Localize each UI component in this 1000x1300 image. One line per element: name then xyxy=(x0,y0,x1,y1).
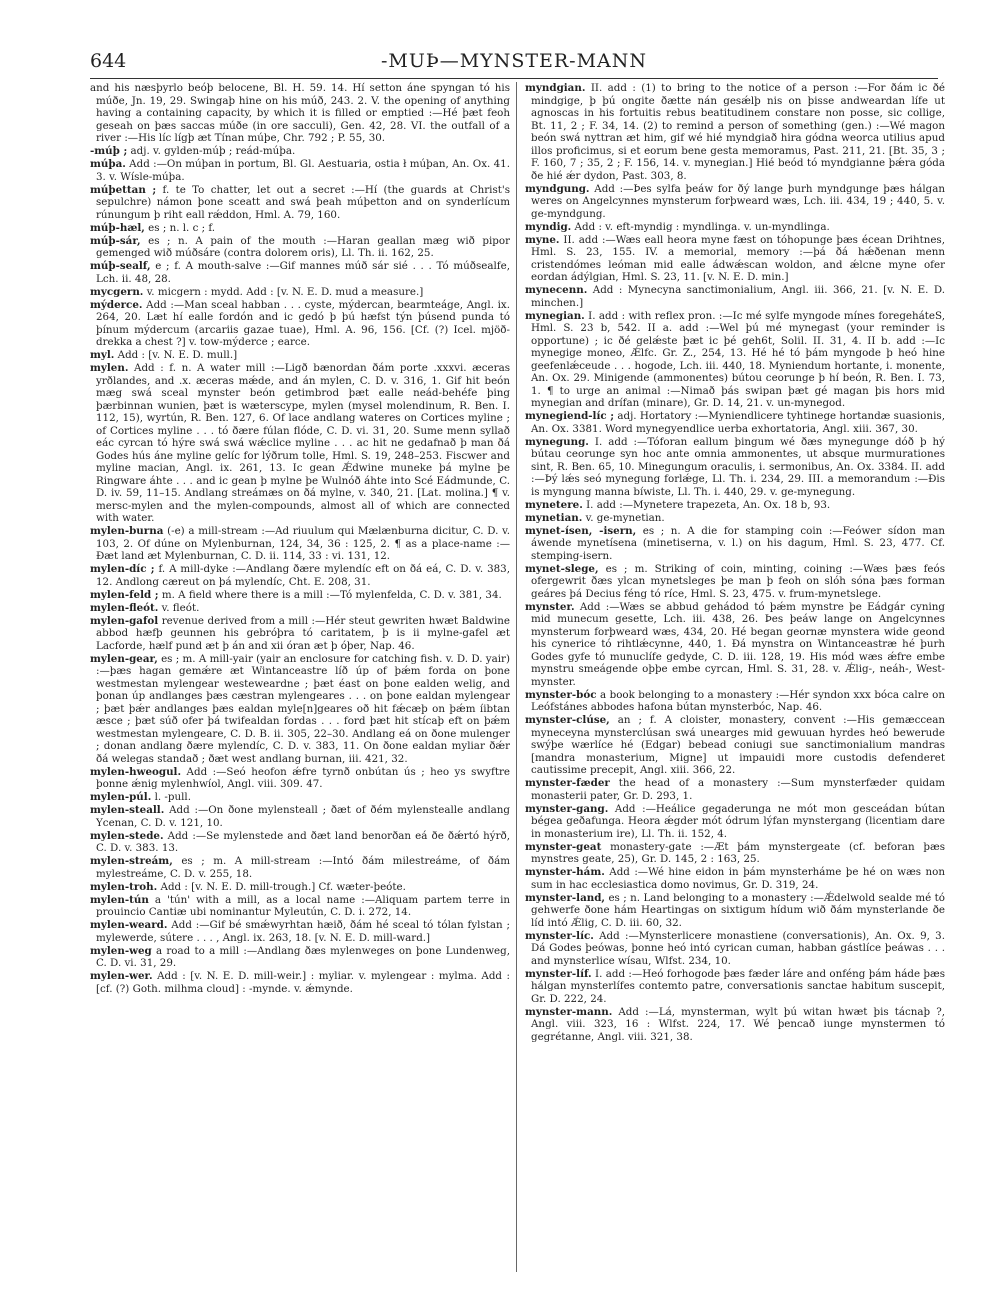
entry-headword: mynet-slege, xyxy=(525,562,599,575)
entry-headword: mynster-land, xyxy=(525,891,606,904)
entry-text: Add :—Seó heofon ǽfre tyrnð onbútan ús ; heo ys swyftre þonne ǽnig mylenhwíol, Angl. viii. 309. 47. xyxy=(96,765,510,790)
entry-text: Add :—On múþan in portum, Bl. Gl. Aestuaria, ostia ł múþan, An. Ox. 41. 3. v. Wísle-múþa. xyxy=(96,158,510,183)
dictionary-entry xyxy=(525,714,945,777)
entry-text: I. add :—Mynetere trapezeta, An. Ox. 18 b, 93. xyxy=(586,498,831,511)
entry-text: Add :—On ðone mylensteall ; ðæt of ðém mylenstealle andlang Ycenan, C. D. v. 121, 10. xyxy=(96,804,510,829)
entry-text: m. A field where there is a mill :—Tó mylenfelda, C. D. v. 381, 34. xyxy=(161,588,502,601)
entry-text: es ; m. A mill-yair (yair an enclosure for catching fish. v. D. D. yair) :—þæs hagan gemǽre æt Wintanceastre líð úp of þǽm forda on þone westmestan mylengear westeweardne ; þæt éast on þone ealden welig, and þonan úp andlanges þæs cæstran mylengeares . . . on þone ealdan mylengear ; þæt þǽr andlanges þæs ealdan myle[n]geares oð hit fǽcæþ on þǽm íibtan æsce ; þæt súð ofer þá twifealdan fordas . . . ford þæt hit stícaþ eft on þǽm westmestan mylengeare, C. D. B. ii. 305, 22–30. Andlang eá on ðone mulenger ; donan andlang ðære mylendíc, C. D. v. 383, 11. On ðone ealdan myliar ðǽr ðá welegas standað ; ðæt west andlang burnan, iii. 421, 32. xyxy=(96,652,510,765)
dictionary-entry xyxy=(90,222,510,235)
entry-headword: mynster-gang. xyxy=(525,802,609,815)
dictionary-entry xyxy=(525,1006,945,1044)
left-column xyxy=(90,82,510,1277)
dictionary-entry xyxy=(90,158,510,183)
dictionary-entry xyxy=(90,766,510,791)
entry-text: Add : [v. N. E. D. mull.] xyxy=(117,349,238,361)
entry-headword: mynecenn. xyxy=(525,284,588,296)
entry-text: and his næsþyrlo beóþ belocene, Bl. H. 59. 14. Hí setton áne spyngan tó his múðe, Jn. 19, 29. Swingaþ hine on his múð, 243. 2. V. the opening of anything having a containing capacity, by which it is filled or emptied :—Hé þæt feoh geseah on þæs saccas múðe (in ore sacculi), Gen. 42, 28. VI. the outfall of a river :—His líc lígþ æt Tínan múþe, Chr. 792 ; P. 55, 30. xyxy=(90,82,510,144)
entry-headword: mynegung. xyxy=(525,435,589,448)
entry-text: es ; n. A pain of the mouth :—Haran geallan mæg wið pipor gemenged wið múðsáre (contra dolorem oris), Ll. Th. ii. 162, 25. xyxy=(96,234,510,259)
entry-text: a road to a mill :—Andlang ðæs mylenweges on þone Lundenweg, C. D. vi. 31, 29. xyxy=(96,944,510,969)
entry-text: es ; m. Striking of coin, minting, coining :—Wæs þæs feós ofergewrit ðæs ylcan mynetsleges þe man þ feoh on slóh sóna þæs forman geáres þá Decius féng tó ríce, Hml. S. 23, 475. v. frum-mynetslege. xyxy=(531,562,945,600)
entry-text: adj. v. gylden-múþ ; reád-múþa. xyxy=(130,145,296,157)
entry-headword: mynster-fæder xyxy=(525,777,610,789)
entry-headword: mylen-troh. xyxy=(90,880,158,893)
entry-text: I. add :—Tóforan eallum þingum wé ðæs mynegunge dóð þ hý bútau ceorunge syn hoc ante omnia ammonentes, ut absque murmurationes sint, R. Ben. 65, 10. Minegungum oraculis, i. sermonibus, An. Ox. 3384. II. add :—Þý lǽs seó mynegung forlǽge, Ll. Th. i. 234, 29. III. a memorandum :—Ðis is myngung manna bíwiste, Ll. Th. i. 440, 29. v. ge-mynegung. xyxy=(531,435,945,498)
entry-headword: mýderce. xyxy=(90,298,143,311)
dictionary-entry xyxy=(525,866,945,891)
dictionary-entry xyxy=(525,82,945,182)
dictionary-entry xyxy=(525,892,945,930)
dictionary-entry xyxy=(90,563,510,588)
entry-headword: mynster-líc. xyxy=(525,929,594,942)
dictionary-entry xyxy=(525,221,945,234)
entry-text: (-e) a mill-stream :—Ad riuulum qui Mælænburna dicitur, C. D. v. 103, 2. Of dúne on Mylenburnan, 124, 34, 36 : 125, 2. ¶ as a place-name :—Ðæt land æt Mylenburnan, C. D. ii. 114, 33 : vi. 131, 12. xyxy=(96,525,510,562)
entry-text: e ; f. A mouth-salve :—Gif mannes múð sár sié . . . Tó múðsealfe, Lch. ii. 48, 28. xyxy=(96,260,510,285)
entry-headword: myne. xyxy=(525,233,560,246)
entry-headword: múþ-sár, xyxy=(90,234,141,247)
entry-text: revenue derived from a mill :—Hér steut gewriten hwæt Baldwine abbod hæfþ geunnen his gebróþra tó caritatem, þ is ii mylne-gafel æt Lacforde, hælf pund æt þ án and xii óran æt þ óþer, Nap. 46. xyxy=(96,614,510,652)
dictionary-entry xyxy=(90,653,510,766)
entry-headword: mynster-hám. xyxy=(525,866,605,878)
entry-text: Add :—Heálice gegaderunga ne mót mon gesceádan bútan bégea geðafunga. Heora ǽgder mót ódrum lýfan mynstergang (licentiam dare in monasterium ire), Ll. Th. ii. 152, 4. xyxy=(531,802,945,840)
entry-text: f. te To chatter, let out a secret :—Hí (the guards at Christ's sepulchre) námon þone sceatt and swá þeah múþetton and on synderlícum rúnungum þ riht eall rǽddon, Hml. A. 79, 160. xyxy=(96,183,510,221)
entry-text: Add :—Lá, mynsterman, wylt þú witan hwæt þis tácnaþ ?, Angl. viii. 323, 16 : Wlfst. 224, 17. Wé þencað iunge mynstermen tó gegrétanne, Angl. viii. 321, 38. xyxy=(531,1005,945,1043)
entry-text: es ; n. A die for stamping coin :—Feówer sídon man áwende mynetísena (minetiserna, v. l.) on his dagum, Hml. S. 23, 477. Cf. stemping-isern. xyxy=(531,524,945,562)
entry-headword: mylen-gafol xyxy=(90,614,159,627)
entry-text: Add :—Wæs se abbud gehádod tó þǽm mynstre þe Eádgár cyning mid munecum gesette, Lch. iii. 438, 26. Þes þeáw lange on Angelcynnes mynsterum forþweard wæs, 434, 20. Hé began geornæ mynstera wide geond his cynerice tó rihtlǽcynne, 440, 1. Ðá mynstra on Wintanceastræ hé þurh Godes gyfe tó munuclífe gedyde, C. D. iii. 128, 19. His mód wæs ǽfre embe mynstru smeágende oþþe embe cyrcan, Hml. S. 31, 28. v. Ǽlig-, neáh-, West-mynster. xyxy=(531,600,945,688)
entry-text: es ; n. l. c ; f. xyxy=(148,221,216,234)
entry-text: v. fleót. xyxy=(161,601,200,614)
dictionary-entry xyxy=(525,499,945,512)
entry-text: II. add : (1) to bring to the notice of a person :—For ðám ic ðé mindgige, þ þú ongite ðætte nán gesǽlþ nis on þisse andweardan lífe ut agnoscas in his fortuitis rebus beatitudinem constare non posse, sic collige, Bt. 11, 2 ; F. 34, 14. (2) to remind a person of something (gen.) :—Wé magon beón swá nyttran æt him, gif wé hié myndgiað hira gódna weorca utilius apud illos proficimus, si et eorum bene gesta memoramus, Past. 211, 21. [Bt. 35, 3 ; F. 160, 7 ; 35, 2 ; F. 156, 14. v. mynegian.] Hié beód tó myndgianne þǽra góda ðe hié ǽr dydon, Past. 303, 8. xyxy=(531,82,945,182)
entry-headword: mylen-díc ; xyxy=(90,563,155,575)
dictionary-entry xyxy=(90,830,510,855)
entry-text: the head of a monastery :—Sum mynsterfæder quidam monasterii pater, Gr. D. 293, 1. xyxy=(531,777,945,802)
entry-headword: múþ-sealf, xyxy=(90,260,151,272)
dictionary-entry xyxy=(90,286,510,299)
entry-headword: mylen-stede. xyxy=(90,829,164,842)
dictionary-entry xyxy=(525,436,945,499)
entry-headword: mynster-líf. xyxy=(525,967,592,980)
entry-text: I. add : with reflex pron. :—Ic mé sylfe myngode mínes foregeháteS, Hml. S. 23 b, 542. II a. add :—Wel þú mé mynegast (your reminder is opportune) ; ic ðé gelǽste þæt ic þé geh6t, Solil. II. 31, 4. II b. add :—Ic mynegige moneo, Ǽlfc. Gr. Z., 254, 13. Hé hé tó þám myngode þ heó hine geefenlǽceude . . . hogode, Lch. iii. 440, 18. Myniendum hortante, i. monente, An. Ox. 29. Minigende (ammonentes) bútou ceorunge þ hí beón, R. Ben. I. 73, 1. ¶ to urge an animal :—Nimað þás swipan þæt gé magan þis hors mid mynegian and drífan (minare), Gr. D. 14, 21. v. un-mynegod. xyxy=(531,309,945,409)
entry-headword: mylen-feld ; xyxy=(90,588,159,601)
entry-headword: myndig. xyxy=(525,220,572,233)
dictionary-entry xyxy=(525,563,945,601)
entry-headword: mynetian. xyxy=(525,511,583,524)
entry-headword: mynster-clúse, xyxy=(525,714,610,726)
dictionary-entry xyxy=(90,525,510,563)
dictionary-entry xyxy=(525,930,945,968)
entry-headword: mynet-ísen, -isern, xyxy=(525,524,637,537)
entry-text: an ; f. A cloister, monastery, convent :—His gemæccean myneceyna mynsterclúsan swá unearges mid gewuuan hyrdes heó bewerude swýþe wærlíce hé (Edgar) bebead coniugi sue sanctimonialium mandras [mandra monasterium, Migne] ut impauidi more custodis defenderet cautissime precepit, Angl. xiii. 366, 22. xyxy=(531,714,945,776)
entry-text: Add :—Gif bé smǽwyrhtan hæið, ðám hé sceal tó tólan fylstan ; mylewerde, sútere . . . , Angl. ix. 263, 18. [v. N. E. D. mill-ward.] xyxy=(96,919,510,944)
entry-headword: mynetere. xyxy=(525,498,583,511)
entry-text: Add : f. n. A water mill :—Ligð bænordan ðám porte .xxxvi. æceras yrðlandes, and .x. æceras mǽde, and án mylen, C. D. v. 316, 1. Gif hit beón mæg swá sceal mynster beón getimbrod þæt ealle neád-behéfe þing þærbinnan wunien, þæt is wæterscype, mylen (mysel molendinum, R. Ben. I. 112, 15), wyrtún, R. Ben. 127, 6. Of lace andlang wateres on Cortices myline ; of Cortices myline . . . tó ðære fúlan flóde, C. D. vi. 31, 20. Sume menn syllað eác cyrcan tó hýre swá swá wǽclice myline . . . ac hit ne gedafnað þ man ðá Godes hús áne myline gelíc for lýðrum tolle, Hml. S. 19, 248–253. Fiscwer and myline macian, Angl. ix. 261, 13. Ic gean Ǽdwine muneke þá mylne þe Ringware áhte . . . and ic gean þ mylne þe Wulnóð áhte into Scé Eádmunde, C. D. iv. 59, 11–15. Andlang streámæs on ðá mylne, v. 340, 21. [Lat. molina.] ¶ v. mersc-mylen and the mylen-compounds, almost all of which are connected with water. xyxy=(96,362,510,524)
entry-headword: mylen-wer. xyxy=(90,970,153,982)
entry-headword: myl. xyxy=(90,349,115,361)
dictionary-entry xyxy=(90,945,510,970)
entry-text: f. A mill-dyke :—Andlang ðære mylendíc eft on ðá eá, C. D. v. 383, 12. Andlong cæreut on þá mylendíc, Cht. E. 208, 31. xyxy=(96,563,510,588)
dictionary-entry xyxy=(90,602,510,615)
dictionary-entry xyxy=(525,310,945,410)
entry-headword: mylen. xyxy=(90,362,129,374)
dictionary-entry xyxy=(90,184,510,222)
entry-text: II. add :—Wæs eall heora myne fæst on tóhopunge þæs écean Drihtnes, Hml. S. 23, 155. IV. a memorial, memory :—þá ðá hǽðenan menn cristendómes leóman mid ealle ádwǽscan woldon, and ǽlcne myne ofer eordan ádýlgian, Hml. S. 23, 11. [v. N. E. D. min.] xyxy=(531,233,945,283)
dictionary-entry xyxy=(90,919,510,944)
dictionary-entry xyxy=(90,349,510,362)
entry-text: a 'tún' with a mill, as a local name :—Aliquam partem terre in prouincio Cantiæ ubi nominantur Myleutún, C. D. i. 272, 14. xyxy=(96,893,510,918)
dictionary-entry xyxy=(525,525,945,563)
dictionary-entry xyxy=(90,804,510,829)
dictionary-entry xyxy=(525,968,945,1006)
entry-text: Add :—Wé hine eidon in þám mynsterháme þe hé on wæs non sum in hac ecclesiastica domo novimus, Gr. D. 319, 24. xyxy=(531,866,945,891)
entry-text: es ; m. A mill-stream :—Intó ðám milestreáme, of ðám mylestreáme, C. D. v. 255, 18. xyxy=(96,855,510,880)
dictionary-entry xyxy=(90,791,510,804)
entry-headword: mylen-streám, xyxy=(90,855,173,867)
entry-headword: mylen-púl. xyxy=(90,791,152,803)
dictionary-entry xyxy=(525,284,945,309)
dictionary-entry xyxy=(525,689,945,714)
entry-headword: mylen-gear, xyxy=(90,652,158,665)
header-rule xyxy=(90,78,938,79)
entry-text: Add : v. eft-myndig : myndlinga. v. un-myndlinga. xyxy=(574,220,830,233)
column-divider xyxy=(516,82,517,1272)
dictionary-entry xyxy=(525,512,945,525)
entry-headword: mylen-fleót. xyxy=(90,601,159,614)
dictionary-entry xyxy=(90,82,510,145)
entry-headword: múþa. xyxy=(90,158,126,170)
running-head: -MUÞ—MYNSTER-MANN xyxy=(380,50,648,72)
dictionary-entry xyxy=(90,299,510,349)
entry-headword: mylen-steall. xyxy=(90,804,165,816)
entry-headword: mynegiend-líc ; xyxy=(525,410,615,422)
entry-headword: mylen-weg xyxy=(90,944,152,957)
dictionary-entry xyxy=(525,601,945,689)
dictionary-entry xyxy=(90,589,510,602)
entry-text: v. ge-mynetian. xyxy=(585,511,665,524)
dictionary-entry xyxy=(525,183,945,221)
dictionary-entry xyxy=(525,777,945,802)
right-column xyxy=(525,82,945,1277)
entry-headword: mycgern. xyxy=(90,285,144,298)
entry-headword: mynster-mann. xyxy=(525,1005,613,1018)
entry-headword: -múþ ; xyxy=(90,145,128,157)
entry-text: Add :—Man sceal habban . . . cyste, mýdercan, bearmteáge, Angl. ix. 264, 20. Læt hí ealle fordón and ic gedó þ þú hæfst týn þúsend punda tó þínum mýdercum (arcariis gazae tuae), Hml. A. 96, 156. [Cf. (?) Icel. mjöð-drekka a chest ?] v. tow-mýderce ; earce. xyxy=(96,298,510,348)
entry-text: I. add :—Heó forhogode þæs fæder láre and onféng þám háde þæs hálgan mynsterlífes contemto patre, conversationis sanctae habitum suscepit, Gr. D. 222, 24. xyxy=(531,967,945,1005)
entry-headword: mylen-burna xyxy=(90,525,164,537)
entry-headword: mylen-tún xyxy=(90,893,149,906)
dictionary-entry xyxy=(90,145,510,158)
entry-headword: múþ-hæl, xyxy=(90,221,145,234)
entry-text: Add :—Þes sylfa þeáw for ðý lange þurh myndgunge þæs hálgan weres on Angelcynnes mynsterum forþweard wæs, Lch. iii. 434, 19 ; 440, 5. v. ge-myndgung. xyxy=(531,182,945,220)
dictionary-entry xyxy=(90,970,510,995)
entry-text: a book belonging to a monastery :—Hér syndon xxx bóca calre on Leófstánes abbodes hafona bútan mynsterbóc, Nap. 46. xyxy=(531,688,945,713)
dictionary-entry xyxy=(525,234,945,284)
dictionary-entry xyxy=(90,615,510,653)
dictionary-entry xyxy=(90,881,510,894)
dictionary-entry xyxy=(90,235,510,260)
dictionary-entry xyxy=(525,803,945,841)
entry-headword: múþettan ; xyxy=(90,183,157,196)
entry-headword: mylen-weard. xyxy=(90,919,168,931)
dictionary-entry xyxy=(525,841,945,866)
entry-headword: mynster-geat xyxy=(525,840,602,853)
entry-headword: mynster. xyxy=(525,600,575,613)
entry-text: Add :—Se mylenstede and ðæt land benorðan eá ðe ðǽrtó hýrð, C. D. v. 383. 13. xyxy=(96,829,510,854)
entry-text: Add :—Mynsterlicere monastiene (conversationis), An. Ox. 9, 3. Dá Godes þeówas, þonne heó intó cyrican cuman, habban gástlíce þeáwas . . . and mynsterlice wísau, Wlfst. 234, 10. xyxy=(531,929,945,967)
entry-headword: mynster-bóc xyxy=(525,688,597,701)
page-header xyxy=(90,50,938,76)
entry-headword: myndgung. xyxy=(525,182,590,195)
dictionary-entry xyxy=(525,410,945,435)
entry-text: Add : Mynecyna sanctimonialium, Angl. iii. 366, 21. [v. N. E. D. minchen.] xyxy=(531,284,945,309)
entry-text: adj. Hortatory :—Myniendlicere tyhtinege hortandæ suasionis, An. Ox. 3381. Word mynegyendlice uerba exhortatoria, Angl. xiii. 367, 30. xyxy=(531,410,945,435)
entry-headword: mynegian. xyxy=(525,309,585,322)
entry-text: Add : [v. N. E. D. mill-trough.] Cf. wæter-þeóte. xyxy=(160,880,406,893)
dictionary-entry xyxy=(90,855,510,880)
dictionary-entry xyxy=(90,260,510,285)
entry-headword: myndgian. xyxy=(525,82,586,94)
entry-text: v. micgern : mydd. Add : [v. N. E. D. mud a measure.] xyxy=(146,285,424,298)
dictionary-entry xyxy=(90,362,510,525)
entry-text: Add : [v. N. E. D. mill-weir.] : myliar. v. mylengear : mylma. Add : [cf. (?) Goth. milhma cloud] : -mynde. v. ǽmynde. xyxy=(96,970,510,995)
entry-text: es ; n. Land belonging to a monastery :—Ǽdelwold sealde mé tó gehwerfe ðone hám Heartingas on sixtigum hídum wið ðám mynsterlande ðe líd intó Ǽlig, C. D. iii. 60, 32. xyxy=(531,891,945,929)
entry-headword: mylen-hweogul. xyxy=(90,765,182,778)
entry-text: l. -pull. xyxy=(154,791,191,803)
dictionary-entry xyxy=(90,894,510,919)
page-number: 644 xyxy=(90,50,127,72)
entry-text: monastery-gate :—Æt þám mynstergeate (cf. beforan þæs mynstres geate, 25), Gr. D. 145, 2 : 163, 25. xyxy=(531,840,945,865)
